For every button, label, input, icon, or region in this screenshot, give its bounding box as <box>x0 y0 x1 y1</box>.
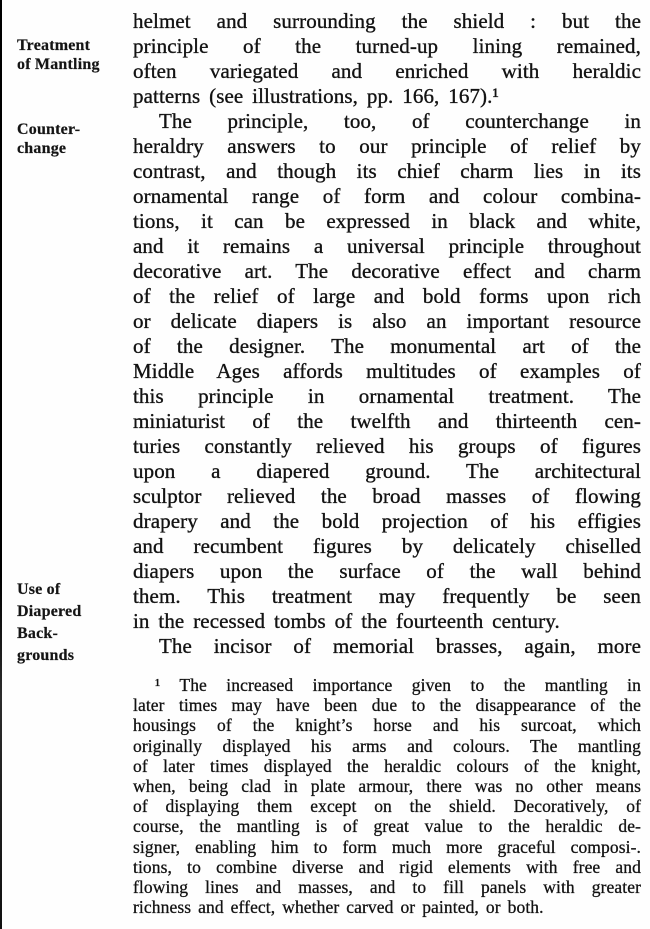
footnote-line: richness and effect, whether carved or painted, or both. <box>133 897 544 918</box>
footnote-line: housings of the knight’s horse and his surcoat, which <box>133 715 641 736</box>
margin-note-line: of Mantling <box>17 56 100 73</box>
footnote-line: when, being clad in plate armour, there was no other means <box>133 775 641 796</box>
body-line: tions, it can be expressed in black and white, <box>133 209 641 233</box>
body-line: this principle in ornamental treatment. The <box>133 384 641 408</box>
footnote-line: tions, to combine diverse and rigid elements with free and <box>133 856 641 877</box>
body-line: The incisor of memorial brasses, again, more <box>159 634 641 658</box>
margin-note-line: grounds <box>17 647 75 664</box>
body-line: of the designer. The monumental art of the <box>133 334 641 358</box>
body-line: sculptor relieved the broad masses of flowing <box>133 484 641 508</box>
body-line: The principle, too, of counterchange in <box>159 109 641 133</box>
body-line: heraldry answers to our principle of relief by <box>133 134 641 158</box>
margin-note-line: Back- <box>17 625 58 642</box>
body-line: contrast, and though its chief charm lies in its <box>133 159 641 183</box>
footnote-line: signer, enabling him to form much more graceful composi-. <box>133 836 641 857</box>
body-line: of the relief of large and bold forms upon rich <box>133 284 641 308</box>
margin-note-treatment-of-mantling <box>17 36 129 74</box>
footnote-line: originally displayed his arms and colours. The mantling <box>133 735 641 756</box>
body-line: and it remains a universal principle throughout <box>133 234 641 258</box>
body-text <box>133 9 641 659</box>
body-line: miniaturist of the twelfth and thirteenth cen- <box>133 409 641 433</box>
footnote-line: course, the mantling is of great value to the heraldic de- <box>133 816 641 837</box>
body-line: often variegated and enriched with heraldic <box>133 59 641 83</box>
margin-note-line: Use of <box>17 581 61 598</box>
margin-note-line: Treatment <box>17 37 91 54</box>
body-line: principle of the turned-up lining remained, <box>133 34 641 58</box>
body-line: drapery and the bold projection of his effigies <box>133 509 641 533</box>
body-line: ornamental range of form and colour combina- <box>133 184 641 208</box>
margin-note-diapered-backgrounds <box>17 579 129 667</box>
margin-note-line: Counter- <box>17 121 81 138</box>
body-line: in the recessed tombs of the fourteenth century. <box>133 609 560 633</box>
body-line: patterns (see illustrations, pp. 166, 167).¹ <box>133 84 499 108</box>
footnote-line: later times may have been due to the disappearance of the <box>133 695 641 716</box>
margin-note-counterchange <box>17 120 129 158</box>
footnote-line: of later times displayed the heraldic colours of the knight, <box>133 755 641 776</box>
body-line: decorative art. The decorative effect and charm <box>133 259 641 283</box>
margin-note-line: change <box>17 140 67 157</box>
text-column <box>133 9 641 917</box>
body-line: turies constantly relieved his groups of figures <box>133 434 641 458</box>
footnote <box>133 675 641 917</box>
body-line: helmet and surrounding the shield : but the <box>133 9 641 33</box>
body-line: or delicate diapers is also an important resource <box>133 309 641 333</box>
scan-edge-artifact <box>0 0 2 929</box>
body-line: diapers upon the surface of the wall behind <box>133 559 641 583</box>
page-number-fragment <box>383 924 407 929</box>
body-line: them. This treatment may frequently be seen <box>133 584 641 608</box>
body-line: Middle Ages affords multitudes of examples of <box>133 359 641 383</box>
footnote-line: ¹ The increased importance given to the mantling in <box>155 675 641 695</box>
footnote-line: of displaying them except on the shield. Decoratively, of <box>133 796 641 817</box>
body-line: upon a diapered ground. The architectural <box>133 459 641 483</box>
body-line: and recumbent figures by delicately chiselled <box>133 534 641 558</box>
margin-note-line: Diapered <box>17 603 82 620</box>
footnote-line: flowing lines and masses, and to fill panels with greater <box>133 876 641 897</box>
